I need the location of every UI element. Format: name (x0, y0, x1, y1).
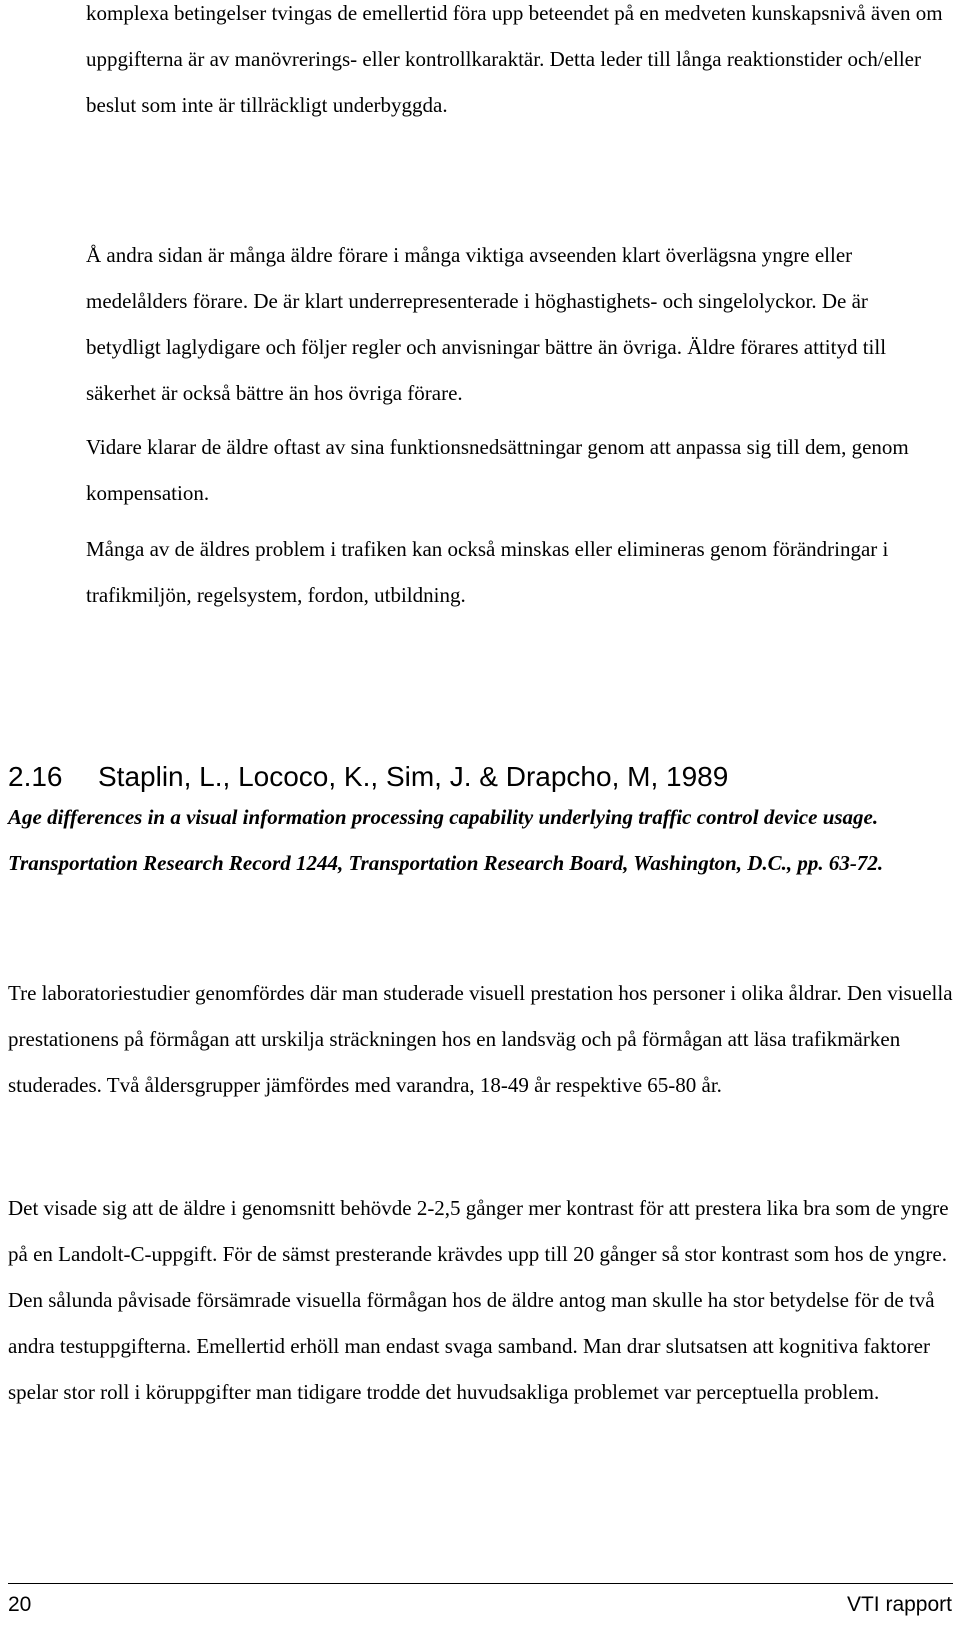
publication-name: VTI rapport (846, 1593, 952, 1616)
paragraph-changes: Många av de äldres problem i trafiken kan också minskas eller elimineras genom förändringar i trafikmiljön, regelsystem, fordon, utbildning. (86, 537, 889, 607)
paragraph-studies: Tre laboratoriestudier genomfördes där man studerade visuell prestation hos personer i olika åldrar. Den visuella prestationens på förmågan att urskilja sträckningen hos en landsväg och på förmågan att läsa trafikmärken studerades. Två åldersgrupper jämfördes med varandra, 18-49 år respektive 65-80 år. (8, 981, 953, 1097)
footer-divider (8, 1583, 953, 1584)
page-number: 20 (8, 1593, 32, 1616)
paragraph-older-drivers: Å andra sidan är många äldre förare i många viktiga avseenden klart överlägsna yngre eller medelålders förare. De är klart underrepresenterade i höghastighets- och singelolyckor. De är betydligt laglydigare och följer regler och anvisningar bättre än övriga. Äldre förares attityd till säkerhet är också bättre än hos övriga förare. (86, 243, 887, 405)
paragraph-results: Det visade sig att de äldre i genomsnitt behövde 2-2,5 gånger mer kontrast för att prestera lika bra som de yngre på en Landolt-C-uppgift. För de sämst presterande krävdes upp till 20 gånger så stor kontrast som hos de yngre. Den sålunda påvisade försämrade visuella förmågan hos de äldre antog man skulle ha stor betydelse för de två andra testuppgifterna. Emellertid erhöll man endast svaga samband. Man drar slutsatsen att kognitiva faktorer spelar stor roll i köruppgifter man tidigare trodde det huvudsakliga problemet var perceptuella problem. (8, 1196, 949, 1404)
section-heading (8, 760, 728, 794)
section-title: Staplin, L., Lococo, K., Sim, J. & Drapcho, M, 1989 (98, 761, 729, 792)
intro-paragraph: komplexa betingelser tvingas de emellertid föra upp beteendet på en medveten kunskapsnivå även om uppgifterna är av manövrerings- eller kontrollkaraktär. Detta leder till långa reaktionstider och/eller beslut som inte är tillräckligt underbyggda. (86, 1, 943, 117)
section-number: 2.16 (8, 761, 63, 792)
paragraph-compensation: Vidare klarar de äldre oftast av sina funktionsnedsättningar genom att anpassa sig till dem, genom kompensation. (86, 435, 909, 505)
reference-citation: Age differences in a visual information processing capability underlying traffic control device usage. Transportation Research Record 1244, Transportation Research Board, Washington, D.C., pp. 63-72. (8, 805, 884, 875)
